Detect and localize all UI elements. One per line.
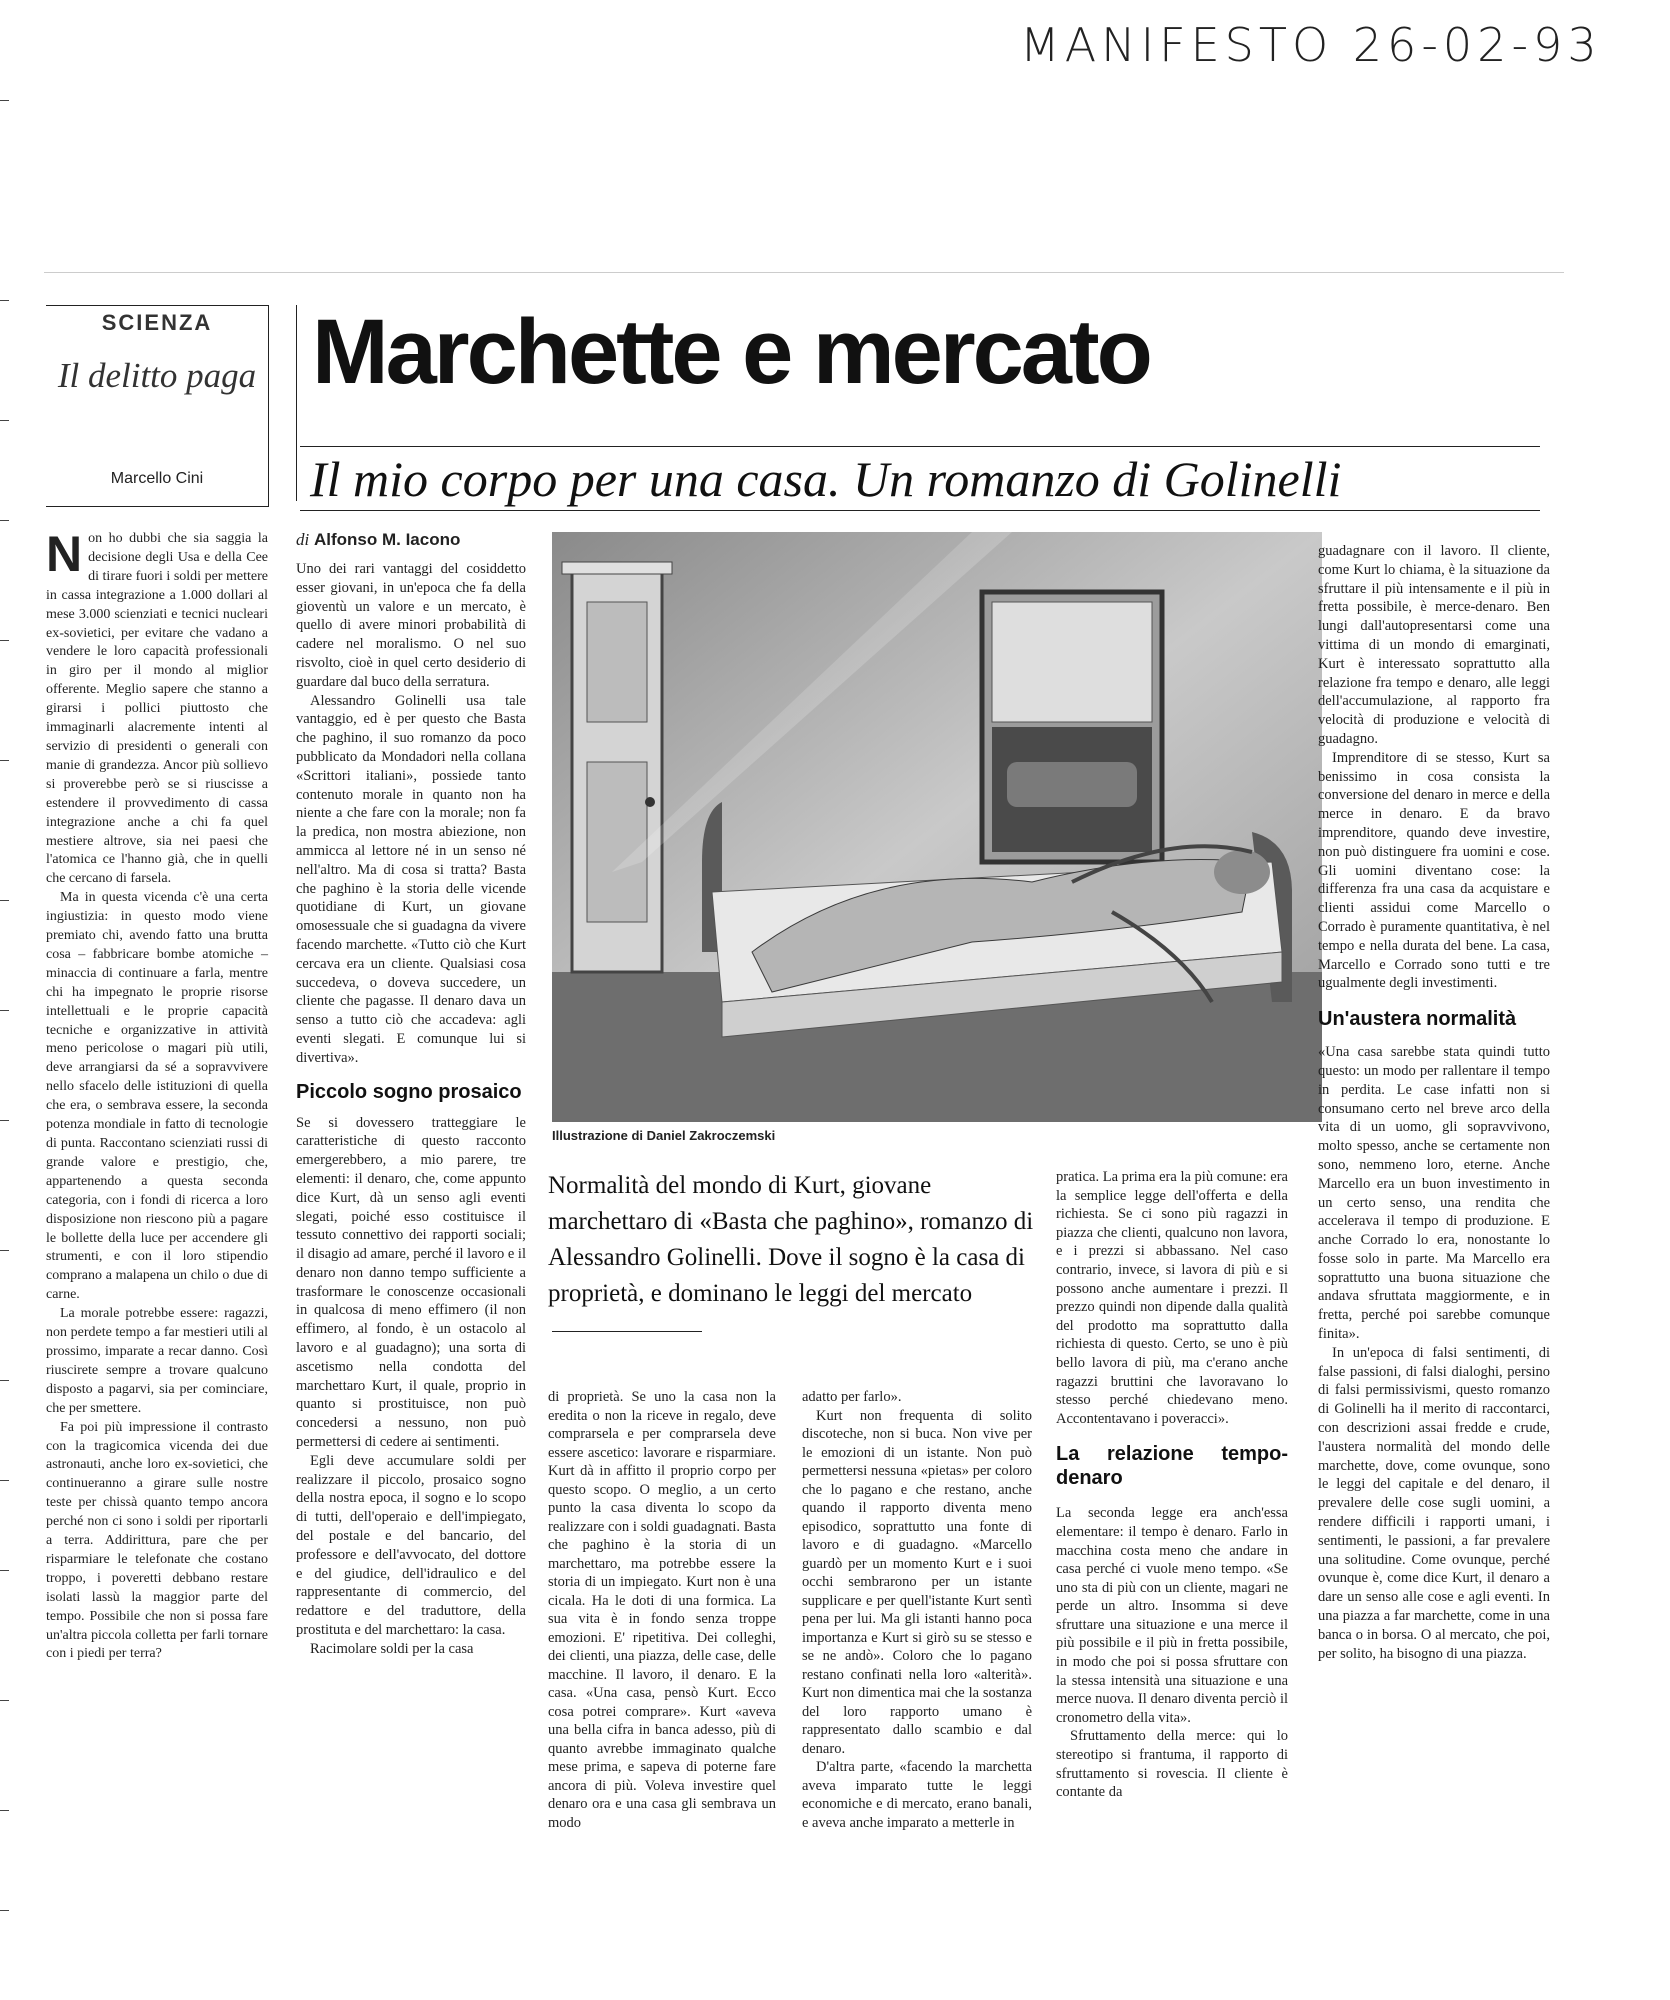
headline-rule — [300, 446, 1540, 447]
paragraph: Egli deve accumulare soldi per realizzare il piccolo, prosaico sogno della nostra epoca, il sogno e lo scopo di tutti, dell'operaio e dell'impiegato, del postale e del bancario, del professore e dell'avvocato, del dottore e del giudice, dell'idraulico e del rappresentante di commercio, del redattore e del traduttore, della prostituta e del marchettaro: la casa. — [296, 1452, 526, 1639]
clipping-top-edge — [44, 272, 1564, 273]
article-column-2 — [548, 1388, 776, 1832]
paragraph: In un'epoca di falsi sentimenti, di false passioni, di falsi dialoghi, persino di falsi permissivismi, questo romanzo di Golinelli ha il merito di raccontarci, con descrizioni assai fredde e crude, l'austera normalità del mondo delle marchette, dove, come ovunque, sono le leggi del capitale e del denaro, il prevalere delle cose sugli uomini, a rendere difficili i rapporti umani, i sentimenti, le passioni, a far prevalere una solitudine. Come ovunque, perché ovunque è, come dice Kurt, il denaro a dare un senso alle cose e agli eventi. In una piazza a far marchette, come in una banca o in borsa. O al mercato, che poi, per solito, ha bisogno di una piazza. — [1318, 1344, 1550, 1662]
sidebar-paragraph: Fa poi più impressione il contrasto con la tragicomica vicenda dei due astronauti, anche loro ex-sovietici, che continueranno a girare sulle nostre teste per chissà quanto tempo ancora perché non ci sono i soldi per riportarli a terra. Addirittura, pare che per risparmiare le telefonate che costano troppo, i poveretti debbano restare isolati lassù la maggior parte del tempo. Possibile che non si possa fare un'altra piccola colletta per farli tornare con i piedi per terra? — [46, 1419, 268, 1662]
paragraph: Alessandro Golinelli usa tale vantaggio, ed è per questo che Basta che paghino, il suo romanzo da poco pubblicato da Mondadori nella collana «Scrittori italiani», possiede tanto contenuto morale in quanto non ha niente a che fare con la morale; non fa la predica, non mostra abiezione, non ammicca al lettore né in un senso né nell'altro. Ma di cosa si tratta? Basta che paghino è la storia delle vicende quotidiane di Kurt, un giovane omosessuale che si guadagna da vivere facendo marchette. «Tutto ciò che Kurt cercava era un cliente. Qualsiasi cosa succedeva, o doveva succedere, un cliente che pagasse. Il denaro dava un senso a tutto ciò che accadeva: agli eventi slegati. E comunque lui si divertiva». — [296, 692, 526, 1066]
paragraph: Uno dei rari vantaggi del cosiddetto esser giovani, in un'epoca che fa della gioventù un valore e un mercato, è quello di avere minori probabilità di cadere nel moralismo. O nel suo risvolto, cioè in quel certo desiderio di guardare dal buco della serratura. — [296, 561, 526, 690]
illustration — [552, 532, 1322, 1122]
article-column-1 — [296, 560, 526, 1659]
paragraph: di proprietà. Se uno la casa non la eredita o non la riceve in regalo, deve comprarsela e per comprarsela deve essere ascetico: lavorare e risparmiare. Kurt dà in affitto il proprio corpo per questo scopo. O meglio, a un certo punto la casa diventa lo scopo da realizzare con i soldi guadagnati. Basta che paghino è la storia di un marchettaro, ma potrebbe essere la storia di un impiegato. Kurt non è una cicala. Ha le doti di una formica. La sua vita è in fondo senza troppe emozioni. E' ripetitiva. Dei colleghi, dei clienti, una piazza, delle case, delle macchine. Il lavoro, il denaro. E la casa. «Una casa, pensò Kurt. Ecco cosa potrei comprare». Kurt «aveva una bella cifra in banca adesso, più di quanto avrebbe immaginato qualche mese prima, e sapeva di poterne fare ancora di più. Voleva investire quel denaro ora e una casa gli sembrava un modo — [548, 1389, 776, 1831]
paragraph: adatto per farlo». — [802, 1389, 902, 1405]
paragraph: D'altra parte, «facendo la marchetta aveva imparato tutte le leggi economiche e di mercato, erano banali, e aveva anche imparato a metterle in — [802, 1759, 1032, 1831]
paragraph: pratica. La prima era la più comune: era la semplice legge dell'offerta e della richiesta. Se ci sono più ragazzi in piazza che clienti, qualcuno non lavora, e i prezzi si abbassano. Nel caso contrario, invece, si lavora di più e si possono anche aumentare i prezzi. Il prezzo quindi non dipende dalla qualità del prodotto ma soprattutto dalla richiesta di questo. Certo, se uno è più bello lavora di più, ma c'erano anche ragazzi bruttini che lavoravano lo stesso perché chiedevano meno. Accontentavano i poveracci». — [1056, 1169, 1288, 1427]
paragraph: guadagnare con il lavoro. Il cliente, come Kurt lo chiama, è la situazione da sfruttare il più intensamente e il più in fretta possibile, è merce-denaro. Ben lungi dall'autopresentarsi come una vittima di un mondo di emarginati, Kurt è interessato soprattutto alla relazione fra tempo e denaro, alle leggi dell'accumulazione, al rapporto fra velocità di produzione e velocità di guadagno. — [1318, 543, 1550, 747]
sidebar-paragraph: Non ho dubbi che sia saggia la decisione degli Usa e della Cee di tirare fuori i soldi per mettere in cassa integrazione a 1.000 dollari al mese 3.000 scienziati e tecnici nucleari ex-sovietici, per evitare che vadano a vendere le loro capacità professionali in giro per il mondo al miglior offerente. Meglio sapere che stanno a girarsi i pollici piuttosto che immaginarli alacremente intenti al servizio di presidenti o generali con manie di grandezza. Ancor più sollievo si proverebbe però se si riuscisse a estendere il provvedimento di cassa integrazione anche a chi fa quel mestiere altrove, sia nei paesi che l'atomica ce l'hanno già, che in quelli che cercano di farsela. — [46, 526, 268, 887]
sidebar-author: Marcello Cini — [110, 470, 204, 487]
article-subheadline: Il mio corpo per una casa. Un romanzo di Golinelli — [310, 451, 1342, 507]
section-label: SCIENZA — [101, 310, 213, 335]
section-subhead: La relazione tempo-denaro — [1056, 1443, 1288, 1490]
subheadline-rule — [300, 510, 1540, 511]
section-subhead: Piccolo sogno prosaico — [296, 1080, 522, 1103]
section-subhead: Un'austera normalità — [1318, 1008, 1517, 1031]
article-column-4 — [1056, 1168, 1288, 1802]
paragraph: La seconda legge era anch'essa elementare: il tempo è denaro. Farlo in macchina costa meno che andare in casa perché ci vuole meno tempo. «Se uno sta di più con un cliente, magari ne perde un altro. Insomma si deve sfruttare una situazione e una merce il più possibile e il più in fretta possibile, in modo che poi si possa sfruttare con la stessa intensità una situazione e una merce nuova. Il denaro diventa perciò il cronometro della vita». — [1056, 1505, 1288, 1726]
sidebar-paragraph: La morale potrebbe essere: ragazzi, non perdete tempo a far mestieri utili al prossimo, imparate a recar danno. Così riuscirete sempre a trovare qualcuno disposto a pagarvi, sia per cominciare, che per smettere. — [46, 1306, 268, 1416]
drop-cap: N — [46, 526, 83, 582]
article-standfirst: Normalità del mondo di Kurt, giovane marchettaro di «Basta che paghino», romanzo di Alessandro Golinelli. Dove il sogno è la casa di proprietà, e dominano le leggi del mercato — [548, 1168, 1034, 1348]
article-headline: Marchette e mercato — [312, 301, 1150, 403]
handwritten-source-date: MANIFESTO 26-02-93 — [1020, 18, 1602, 72]
illustration-caption: Illustrazione di Daniel Zakroczemski — [552, 1128, 776, 1143]
sidebar-paragraph: Ma in questa vicenda c'è una certa ingiustizia: in questo modo viene premiato chi, avendo fatto una brutta cosa – fabbricare bombe atomiche – minaccia di continuare a farla, mentre chi ha impegnato le proprie risorse intellettuali e le proprie capacità tecniche e organizzative in attività meno pericolose o magari più utili, deve arrangiarsi da sé a sopravvivere nello sfacelo delle istituzioni di quella che era, o sembrava essere, la seconda potenza mondiale in fatto di tecnologie di punta. Raccontano scienziati russi di grande valore e prestigio, che, appartenendo a questa seconda categoria, con i fondi di ricerca a loro disposizione non riescono più a pagare le bollette della luce per accendere gli strumenti, e con il loro stipendio comprano a malapena un chilo o due di carne. — [46, 890, 268, 1303]
sidebar-column — [46, 526, 268, 1664]
header-divider — [296, 305, 297, 501]
sidebar-rubric-title: Il delitto paga — [57, 356, 257, 395]
paragraph: Kurt non frequenta di solito discoteche, non si buca. Non vive per le emozioni di un istante. Non può permettersi nessuna «pietas» per coloro che lo pagano e che restano, anche quando il rapporto diventa meno episodico, soprattutto una fonte di lavoro e di guadagno. «Marcello guardò per un momento Kurt e i suoi occhi sembrarono per un istante supplicare e per quell'istante Kurt sentì pena per lui. Ma gli istanti hanno poca importanza e Kurt si girò su se stesso e se ne andò». Coloro che lo pagano restano confinati nella loro «alterità». Kurt non dimentica mai che la sostanza del loro rapporto umano è rappresentato dallo scambio e dal denaro. — [802, 1407, 1032, 1757]
illustration-drawing — [552, 532, 1322, 1122]
article-byline — [296, 530, 460, 550]
paragraph: «Una casa sarebbe stata quindi tutto questo: un modo per rallentare il tempo in perdita. Le case infatti non si consumano certo nel breve arco della vita di un uomo, gli sopravvivono, molto spesso, anche se certamente non sono, nemmeno loro, eterne. Anche Marcello era un buon investimento in un certo senso, una rendita che accelerava il tempo di produzione. E anche Corrado lo era, nonostante lo fosse solo in parte. Ma Marcello era soprattutto una buona situazione che andava sfruttata maggiormente, e in fretta, perché poi sarebbe comunque finita». — [1318, 1044, 1550, 1343]
paragraph: Se si dovessero tratteggiare le caratteristiche di questo racconto emergerebbero, a mio parere, tre elementi: il denaro, che, come appunto dice Kurt, dà un senso agli eventi slegati, poiché esso costituisce il tessuto connettivo dei rapporti sociali; il disagio ad amare, perché il lavoro e il denaro non danno tempo sufficiente a trasformare le conoscenze occasionali in qualcosa di meno effimero (il non effimero, al fondo, è un ostacolo al lavoro e al guadagno); una sorta di ascetismo nella condotta del marchettaro Kurt, il quale, proprio in quanto si prostituisce, non può concedersi a nessuno, non può permettersi di cedere ai sentimenti. — [296, 1114, 526, 1451]
article-column-3 — [802, 1388, 1032, 1832]
paragraph: Imprenditore di se stesso, Kurt sa benissimo in cosa consista la conversione del denaro in merce e della merce in denaro. E da bravo imprenditore, quando deve investire, non può distinguere fra uomini e cose. Gli uomini diventano cose: la differenza fra una casa da acquistare e clienti assidui come Marcello o Corrado è puramente quantitativa, è nel tempo e nella durata del bene. La casa, Marcello e Corrado sono tutti e tre ugualmente degli investimenti. — [1318, 749, 1550, 992]
paragraph: Racimolare soldi per la casa — [310, 1640, 474, 1657]
byline-prefix: di — [296, 530, 310, 549]
paragraph: Sfruttamento della merce: qui lo stereotipo si frantuma, il rapporto di sfruttamento si rovescia. Il cliente è contante da — [1056, 1728, 1288, 1801]
scan-edge-marks — [0, 0, 10, 2000]
article-column-5 — [1318, 542, 1550, 1663]
standfirst-rule — [552, 1331, 702, 1332]
byline-name: Alfonso M. Iacono — [313, 530, 461, 549]
